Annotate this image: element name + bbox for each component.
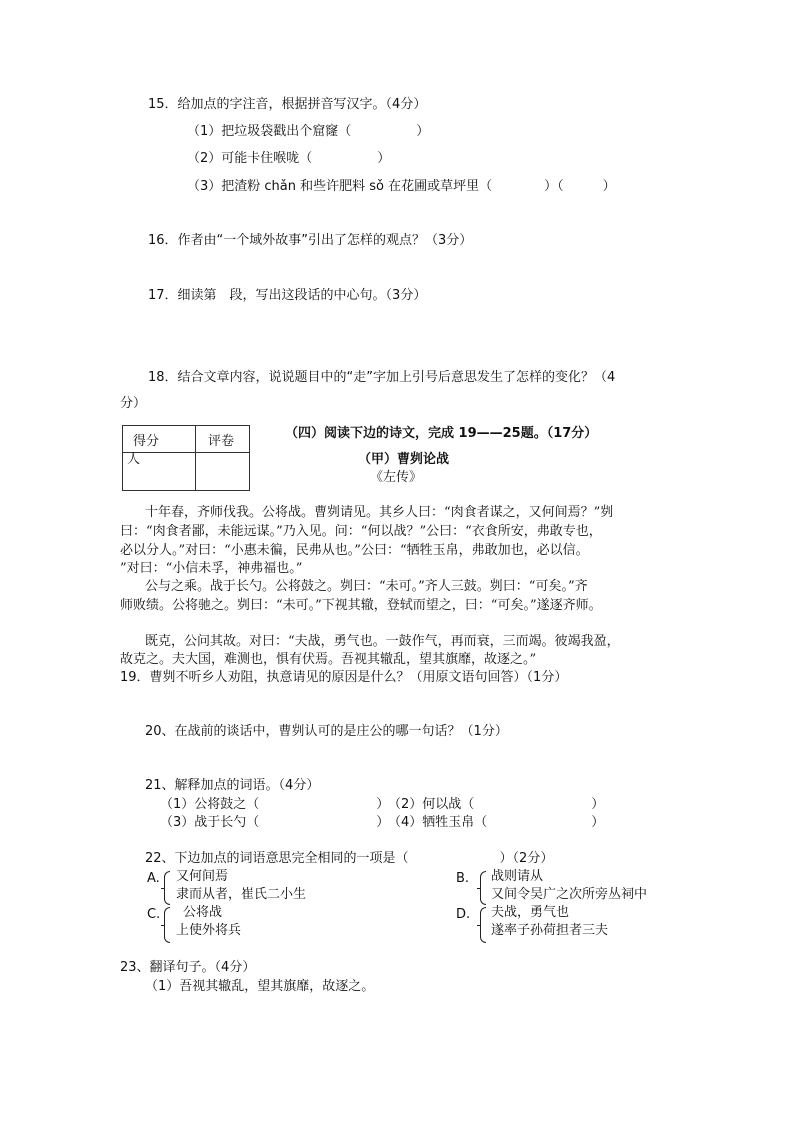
q19: 19．曹刿不听乡人劝阻，执意请见的原因是什么？（用原文语句回答）（1分） bbox=[120, 670, 568, 685]
q22-option-b-line2: 又间令吴广之次所旁丛祠中 bbox=[491, 887, 648, 902]
q21-item-1: （1）公将鼓之（ ） bbox=[160, 797, 390, 812]
q22-option-c-line2: 上使外将兵 bbox=[176, 923, 242, 938]
q22-option-b-line1: 战则请从 bbox=[491, 869, 544, 884]
passage-title: （甲）曹刿论战 bbox=[358, 452, 450, 467]
brace-c bbox=[164, 907, 170, 943]
q18-line-2: 分） bbox=[120, 396, 147, 411]
q15-item-3: （3）把渣粉 chǎn 和些许肥料 sǒ 在花圃或草坪里（ ）（ ） bbox=[187, 179, 616, 194]
passage-p3-line: 既克，公问其故。对曰：“夫战，勇气也。一鼓作气，再而衰，三而竭。彼竭我盈， bbox=[145, 634, 620, 649]
brace-a bbox=[164, 871, 170, 905]
q23-stem: 23、翻译句子。（4分） bbox=[120, 960, 256, 975]
q18-line-1: 18．结合文章内容，说说题目中的“走”字加上引号后意思发生了怎样的变化？（4 bbox=[148, 370, 616, 385]
score-box bbox=[122, 425, 250, 491]
passage-p2-line: 公与之乘。战于长勺。公将鼓之。刿曰：“未可。”齐人三鼓。刿曰：“可矣。”齐 bbox=[145, 579, 588, 594]
q22-option-a-line2: 隶而从者，崔氏二小生 bbox=[176, 887, 307, 902]
q22-option-d-label[interactable]: D. bbox=[456, 907, 471, 922]
score-box-col1: 得分 bbox=[123, 426, 196, 453]
passage-p1-line: 必以分人。”对曰：“小惠未徧，民弗从也。”公曰：“牺牲玉帛，弗敢加也，必以信。 bbox=[120, 543, 589, 558]
q20: 20、在战前的谈话中，曹刿认可的是庄公的哪一句话？（1分） bbox=[145, 724, 508, 739]
q21-stem: 21、解释加点的词语。（4分） bbox=[145, 778, 320, 793]
section4-heading: （四）阅读下边的诗文，完成 19——25题。（17分） bbox=[285, 426, 598, 441]
q22-option-b-label[interactable]: B. bbox=[456, 871, 470, 886]
passage-source: 《左传》 bbox=[370, 470, 423, 485]
q15-item-1: （1）把垃圾袋戳出个窟窿（ ） bbox=[187, 124, 430, 139]
passage-p1-line: ”对曰：“小信未孚，神弗福也。” bbox=[120, 561, 303, 576]
q22-stem: 22、下边加点的词语意思完全相同的一项是（ ）（2分） bbox=[145, 851, 554, 866]
q21-item-3: （3）战于长勺（ ） bbox=[160, 815, 390, 830]
q22-option-d-line1: 夫战，勇气也 bbox=[491, 905, 570, 920]
score-box-col1-row2: 人 bbox=[123, 453, 196, 491]
q22-option-a-line1: 又何间焉 bbox=[176, 869, 229, 884]
brace-d bbox=[480, 907, 486, 943]
score-box-col2: 评卷 bbox=[196, 426, 250, 453]
passage-p1-line: 十年春，齐师伐我。公将战。曹刿请见。其乡人曰：“肉食者谋之，又何间焉？”刿 bbox=[145, 505, 614, 520]
passage-p3-line: 故克之。夫大国，难测也，惧有伏焉。吾视其辙乱，望其旗靡，故逐之。” bbox=[120, 652, 537, 667]
passage-p1-line: 曰：“肉食者鄙，未能远谋。”乃入见。问：“何以战？”公曰：“衣食所安，弗敢专也， bbox=[120, 524, 602, 539]
q22-option-c-line1: 公将战 bbox=[183, 905, 223, 920]
q21-item-4: （4）牺牲玉帛（ ） bbox=[388, 815, 605, 830]
q22-option-c-label[interactable]: C. bbox=[147, 907, 161, 922]
q22-option-d-line2: 遂率子孙荷担者三夫 bbox=[491, 923, 609, 938]
q17: 17．细读第 段，写出这段话的中心句。（3分） bbox=[148, 288, 427, 303]
q15-stem: 15．给加点的字注音，根据拼音写汉字。（4分） bbox=[148, 97, 427, 112]
passage-p2-line: 师败绩。公将驰之。刿曰：“未可。”下视其辙，登轼而望之，曰：“可矣。”遂逐齐师。 bbox=[120, 598, 602, 613]
q21-item-2: （2）何以战（ ） bbox=[388, 797, 605, 812]
q15-item-2: （2）可能卡住喉咙（ ） bbox=[187, 151, 391, 166]
brace-b bbox=[480, 871, 486, 905]
q23-item-1: （1）吾视其辙乱，望其旗靡，故逐之。 bbox=[145, 979, 375, 994]
score-box-empty-cell[interactable] bbox=[196, 453, 250, 491]
q22-option-a-label[interactable]: A. bbox=[147, 871, 160, 886]
q16: 16．作者由“一个域外故事”引出了怎样的观点？（3分） bbox=[148, 233, 473, 248]
